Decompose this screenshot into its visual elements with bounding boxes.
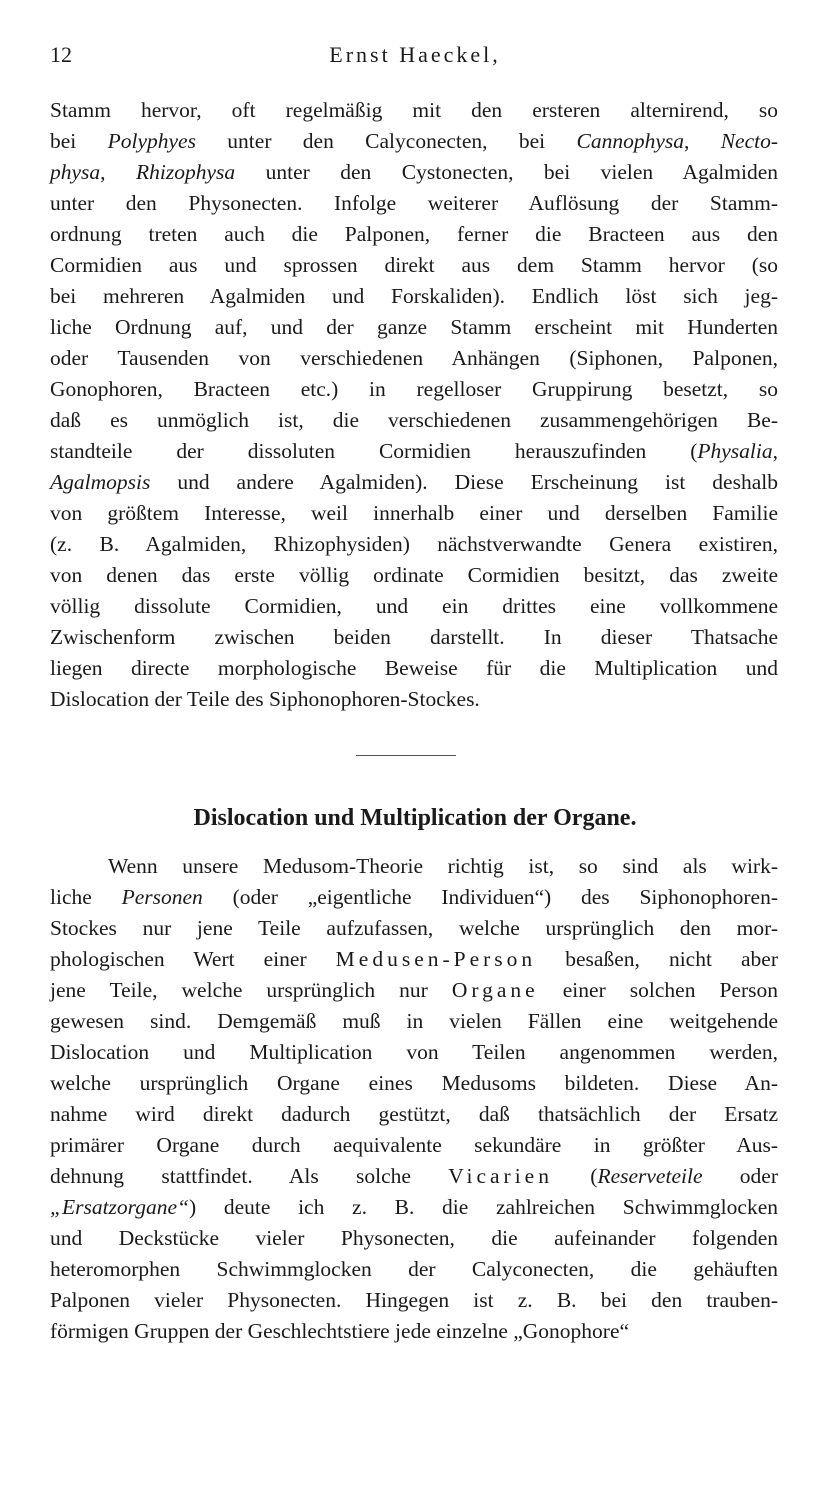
text-line (50, 312, 778, 343)
italic-term: Personen (121, 885, 203, 909)
text-line (50, 1254, 778, 1285)
text-line (50, 188, 778, 219)
italic-term: Rhizophysa (136, 160, 236, 184)
text-run: ordnung treten auch die Palponen, ferner die Bracteen aus den (50, 222, 778, 246)
text-run: Stamm hervor, oft regelmäßig mit den ersteren alternirend, so (50, 98, 778, 122)
italic-term: „Ersatzorgane“ (50, 1195, 189, 1219)
text-run: gewesen sind. Demgemäß muß in vielen Fällen eine weitgehende (50, 1009, 778, 1033)
text-line (50, 1099, 778, 1130)
text-line (50, 851, 778, 882)
text-run: oder Tausenden von verschiedenen Anhängen (Siphonen, Palponen, (50, 346, 778, 370)
text-line (50, 1130, 778, 1161)
text-line (50, 436, 778, 467)
text-run: einer solchen Person (538, 978, 778, 1002)
text-line (50, 622, 778, 653)
text-run: und andere Agalmiden). Diese Erscheinung ist deshalb (150, 470, 778, 494)
text-line (50, 591, 778, 622)
text-line (50, 219, 778, 250)
text-run: von größtem Interesse, weil innerhalb einer und derselben Familie (50, 501, 778, 525)
text-run: , (100, 160, 137, 184)
text-line (50, 467, 778, 498)
italic-term: Cannophysa (576, 129, 684, 153)
running-head: Ernst Haeckel, (329, 42, 501, 67)
text-run: Cormidien aus und sprossen direkt aus dem Stamm hervor (so (50, 253, 778, 277)
text-run: liegen directe morphologische Beweise für die Multiplication und (50, 656, 778, 680)
text-run: standteile der dissoluten Cormidien herauszufinden ( (50, 439, 698, 463)
text-line (50, 1037, 778, 1068)
text-run: von denen das erste völlig ordinate Cormidien besitzt, das zweite (50, 563, 778, 587)
text-run: unter den Calyconecten, bei (195, 129, 577, 153)
spaced-emphasis: Organe (451, 978, 539, 1002)
text-run: Stockes nur jene Teile aufzufassen, welche ursprünglich den mor- (50, 916, 778, 940)
text-line (50, 684, 778, 715)
text-run: welche ursprünglich Organe eines Medusoms bildeten. Diese An- (50, 1071, 778, 1095)
italic-term: Reserveteile (597, 1164, 703, 1188)
text-run: Palponen vieler Physonecten. Hingegen ist z. B. bei den trauben- (50, 1288, 778, 1312)
text-line (50, 529, 778, 560)
text-line (50, 126, 778, 157)
text-run: phologischen Wert einer (50, 947, 336, 971)
text-run: förmigen Gruppen der Geschlechtstiere jede einzelne „Gonophore“ (50, 1319, 630, 1343)
text-run: ( (552, 1164, 598, 1188)
text-run: daß es unmöglich ist, die verschiedenen zusammengehörigen Be- (50, 408, 778, 432)
italic-term: Polyphyes (107, 129, 196, 153)
text-line (50, 343, 778, 374)
text-line (50, 975, 778, 1006)
text-run: Zwischenform zwischen beiden darstellt. In dieser Thatsache (50, 625, 778, 649)
text-run: , (772, 439, 778, 463)
text-run: unter den Physonecten. Infolge weiterer Auflösung der Stamm- (50, 191, 778, 215)
text-line (50, 882, 778, 913)
text-run: nahme wird direkt dadurch gestützt, daß thatsächlich der Ersatz (50, 1102, 778, 1126)
text-run: jene Teile, welche ursprünglich nur (50, 978, 452, 1002)
text-run: völlig dissolute Cormidien, und ein drittes eine vollkommene (50, 594, 778, 618)
text-line (50, 95, 778, 126)
text-line (50, 250, 778, 281)
text-line (50, 157, 778, 188)
text-run: besaßen, nicht aber (536, 947, 778, 971)
text-line (50, 1161, 778, 1192)
section-heading: Dislocation und Multiplication der Organe. (193, 805, 637, 831)
text-line (50, 913, 778, 944)
text-line (50, 498, 778, 529)
text-run: , (683, 129, 721, 153)
text-line (50, 1068, 778, 1099)
text-run: heteromorphen Schwimmglocken der Calyconecten, die gehäuften (50, 1257, 778, 1281)
text-line (50, 405, 778, 436)
text-run: und Deckstücke vieler Physonecten, die aufeinander folgenden (50, 1226, 778, 1250)
text-line (50, 281, 778, 312)
spaced-emphasis: Medusen-Person (335, 947, 537, 971)
text-line (50, 1223, 778, 1254)
text-run: oder (702, 1164, 778, 1188)
italic-term: Agalmopsis (50, 470, 151, 494)
text-run: Gonophoren, Bracteen etc.) in regelloser Gruppirung besetzt, so (50, 377, 778, 401)
text-line (50, 560, 778, 591)
page-number: 12 (50, 42, 72, 67)
text-run: Wenn unsere Medusom-Theorie richtig ist, so sind als wirk- (108, 854, 778, 878)
text-run: Dislocation der Teile des Siphonophoren-Stockes. (50, 687, 480, 711)
text-run: primärer Organe durch aequivalente sekundäre in größter Aus- (50, 1133, 778, 1157)
text-line (50, 374, 778, 405)
text-run: bei mehreren Agalmiden und Forskaliden). Endlich löst sich jeg- (50, 284, 778, 308)
text-line (50, 653, 778, 684)
paragraph-2 (50, 851, 778, 1347)
text-line (50, 1285, 778, 1316)
text-run: dehnung stattfindet. Als solche (50, 1164, 449, 1188)
text-run: unter den Cystonecten, bei vielen Agalmiden (235, 160, 778, 184)
page-header (50, 42, 780, 76)
spaced-emphasis: Vicarien (448, 1164, 553, 1188)
italic-term: Necto- (720, 129, 778, 153)
text-line (50, 944, 778, 975)
text-run: ) deute ich z. B. die zahlreichen Schwimmglocken (188, 1195, 778, 1219)
text-run: (z. B. Agalmiden, Rhizophysiden) nächstverwandte Genera existiren, (50, 532, 778, 556)
text-line (50, 1192, 778, 1223)
paragraph-1 (50, 95, 778, 715)
text-run: bei (50, 129, 108, 153)
text-run: (oder „eigentliche Individuen“) des Siphonophoren- (202, 885, 778, 909)
italic-term: physa (50, 160, 101, 184)
text-line (50, 1006, 778, 1037)
italic-term: Physalia (697, 439, 773, 463)
text-line (50, 1316, 778, 1347)
text-run: liche (50, 885, 122, 909)
section-divider (356, 755, 456, 756)
text-run: Dislocation und Multiplication von Teilen angenommen werden, (50, 1040, 778, 1064)
text-run: liche Ordnung auf, und der ganze Stamm erscheint mit Hunderten (50, 315, 778, 339)
